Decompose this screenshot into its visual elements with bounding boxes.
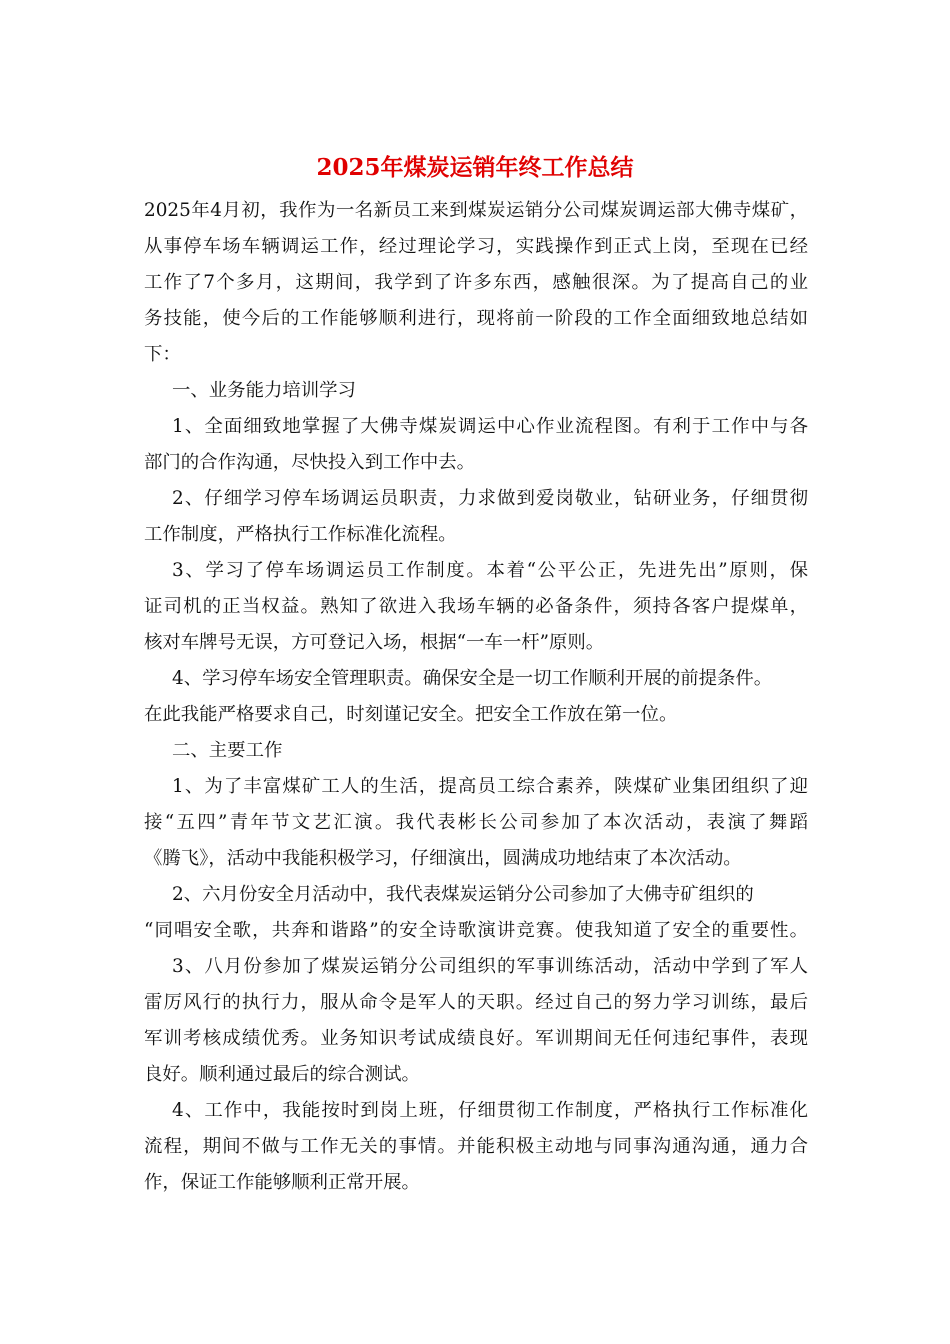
text-line: 流程，期间不做与工作无关的事情。并能积极主动地与同事沟通沟通，通力合 (144, 1136, 808, 1157)
text-line: 接“五四”青年节文艺汇演。我代表彬长公司参加了本次活动，表演了舞蹈 (144, 812, 808, 833)
text-line: 4、工作中，我能按时到岗上班，仔细贯彻工作制度，严格执行工作标准化 (172, 1100, 808, 1121)
text-line: 务技能，使今后的工作能够顺利进行，现将前一阶段的工作全面细致地总结如 (144, 308, 808, 329)
text-line: 3、学习了停车场调运员工作制度。本着“公平公正，先进先出”原则，保 (172, 560, 808, 581)
section-heading: 二、主要工作 (172, 740, 283, 761)
document-title: 2025年煤炭运销年终工作总结 (316, 154, 634, 181)
text-line: 3、八月份参加了煤炭运销分公司组织的军事训练活动，活动中学到了军人 (172, 956, 808, 977)
text-line: 《腾飞》，活动中我能积极学习，仔细演出，圆满成功地结束了本次活动。 (144, 848, 742, 869)
text-line: 证司机的正当权益。熟知了欲进入我场车辆的必备条件，须持各客户提煤单， (144, 596, 808, 617)
text-line: 在此我能严格要求自己，时刻谨记安全。把安全工作放在第一位。 (144, 704, 678, 725)
text-line: 2、六月份安全月活动中，我代表煤炭运销分公司参加了大佛寺矿组织的 (172, 884, 754, 905)
text-line: 良好。顺利通过最后的综合测试。 (144, 1064, 420, 1085)
text-line: 4、学习停车场安全管理职责。确保安全是一切工作顺利开展的前提条件。 (172, 668, 773, 689)
text-line: 2025年4月初，我作为一名新员工来到煤炭运销分公司煤炭调运部大佛寺煤矿， (144, 200, 808, 221)
text-line: 核对车牌号无误，方可登记入场，根据“一车一杆”原则。 (144, 632, 605, 653)
text-line: 工作了7个多月，这期间，我学到了许多东西，感触很深。为了提高自己的业 (144, 272, 808, 293)
text-line: 1、全面细致地掌握了大佛寺煤炭调运中心作业流程图。有利于工作中与各 (172, 416, 808, 437)
text-line: 2、仔细学习停车场调运员职责，力求做到爱岗敬业，钻研业务，仔细贯彻 (172, 488, 808, 509)
text-line: 工作制度，严格执行工作标准化流程。 (144, 524, 457, 545)
text-line: 1、为了丰富煤矿工人的生活，提高员工综合素养，陕煤矿业集团组织了迎 (172, 776, 808, 797)
text-line: 作，保证工作能够顺利正常开展。 (144, 1172, 420, 1193)
text-line: 从事停车场车辆调运工作，经过理论学习，实践操作到正式上岗，至现在已经 (144, 236, 808, 257)
text-line: 部门的合作沟通，尽快投入到工作中去。 (144, 452, 476, 473)
text-line: “同唱安全歌，共奔和谐路”的安全诗歌演讲竞赛。使我知道了安全的重要性。 (144, 920, 808, 941)
document-body (144, 193, 808, 1201)
section-heading: 一、业务能力培训学习 (172, 380, 356, 401)
text-line: 军训考核成绩优秀。业务知识考试成绩良好。军训期间无任何违纪事件，表现 (144, 1028, 808, 1049)
text-line: 下： (144, 344, 181, 365)
text-line: 雷厉风行的执行力，服从命令是军人的天职。经过自己的努力学习训练，最后 (144, 992, 808, 1013)
